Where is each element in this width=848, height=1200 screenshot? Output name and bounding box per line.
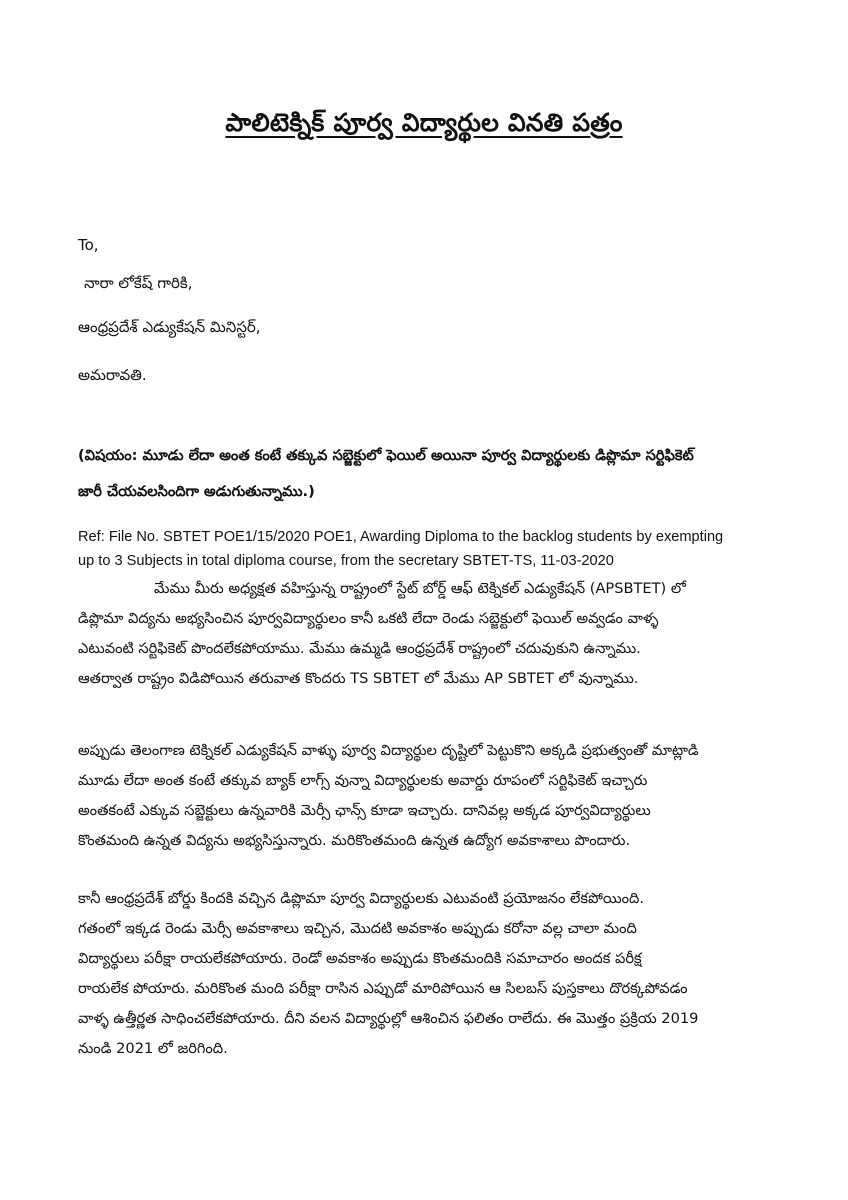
paragraph-line: మూడు లేదా అంత కంటే తక్కువ బ్యాక్ లాగ్స్ వున్నా విద్యార్థులకు అవార్డు రూపంలో సర్టిఫికెట్ ఇచ్చారు xyxy=(78,772,648,789)
paragraph-line: కొంతమంది ఉన్నత విద్యను అభ్యసిస్తున్నారు. మరికొంతమంది ఉన్నత ఉద్యోగ అవకాశాలు పొందారు. xyxy=(78,832,631,849)
paragraph-line: కానీ ఆంధ్రప్రదేశ్ బోర్డు కిందకి వచ్చిన డిప్లొమా పూర్వ విద్యార్థులకు ఎటువంటి ప్రయోజనం లేకపోయింది. xyxy=(78,890,644,907)
paragraph-line: డిప్లొమా విద్యను అభ్యసించిన పూర్వవిద్యార్థులం కానీ ఒకటి లేదా రెండు సబ్జెక్టులో ఫెయిల్ అవ్వడం వాళ్ళ xyxy=(78,610,659,627)
subject-line: జారీ చేయవలసిందిగా అడుగుతున్నాము.) xyxy=(78,483,315,500)
subject-line: (విషయం: మూడు లేదా అంత కంటే తక్కువ సబ్జెక్టులో ఫెయిల్ అయినా పూర్వ విద్యార్థులకు డిప్లొమా సర్టిఫికెట్ xyxy=(78,447,694,464)
paragraph-line: ఆతర్వాత రాష్ట్రం విడిపోయిన తరువాత కొందరు TS SBTET లో మేము AP SBTET లో వున్నాము. xyxy=(78,670,639,687)
paragraph-line: ఎటువంటి సర్టిఫికెట్ పొందలేకపోయాము. మేము ఉమ్మడి ఆంధ్రప్రదేశ్ రాష్ట్రంలో చదువుకుని ఉన్నాము. xyxy=(78,640,641,657)
reference-block xyxy=(78,525,778,573)
recipient-place: అమరావతి. xyxy=(78,366,147,384)
recipient-name: నారా లోకేష్ గారికి, xyxy=(84,274,193,292)
recipient-designation: ఆంధ్రప్రదేశ్ ఎడ్యుకేషన్ మినిస్టర్, xyxy=(78,318,261,336)
paragraph-line: గతంలో ఇక్కడ రెండు మెర్సీ అవకాశాలు ఇచ్చిన, మొదటి అవకాశం అప్పుడు కరోనా వల్ల చాలా మంది xyxy=(78,920,637,937)
paragraph-line: రాయలేక పోయారు. మరికొంత మంది పరీక్షా రాసిన ఎప్పుడో మారిపోయిన ఆ సిలబస్ పుస్తకాలు దొరక్కపోవడం xyxy=(78,980,688,997)
body-paragraph-3 xyxy=(78,884,778,1064)
salutation-to: To, xyxy=(78,236,99,254)
paragraph-line: అంతకంటే ఎక్కువ సబ్జెక్టులు ఉన్నవారికి మెర్సీ ఛాన్స్ కూడా ఇచ్చారు. దానివల్ల అక్కడ పూర్వవిద్యార్థులు xyxy=(78,802,651,819)
body-paragraph-1 xyxy=(78,574,778,694)
reference-line: Ref: File No. SBTET POE1/15/2020 POE1, Awarding Diploma to the backlog students by exempting xyxy=(78,529,724,545)
reference-line: up to 3 Subjects in total diploma course, from the secretary SBTET-TS, 11-03-2020 xyxy=(78,553,614,569)
paragraph-line: నుండి 2021 లో జరిగింది. xyxy=(78,1040,228,1057)
paragraph-line: విద్యార్థులు పరీక్షా రాయలేకపోయారు. రెండో అవకాశం అప్పుడు కొంతమందికి సమాచారం అందక పరీక్ష xyxy=(78,950,642,967)
paragraph-line: మేము మీరు అధ్యక్షత వహిస్తున్న రాష్ట్రంలో స్టేట్ బోర్డ్ ఆఫ్ టెక్నికల్ ఎడ్యుకేషన్ (APSBTET) లో xyxy=(154,580,686,597)
letter-title: పాలిటెక్నిక్ పూర్వ విద్యార్థుల వినతి పత్రం xyxy=(225,108,623,137)
paragraph-line: అప్పుడు తెలంగాణ టెక్నికల్ ఎడ్యుకేషన్ వాళ్ళు పూర్వ విద్యార్థుల దృష్టిలో పెట్టుకొని అక్కడి ప్రభుత్వంతో మాట్లాడి xyxy=(78,742,699,759)
subject-block xyxy=(78,438,778,510)
paragraph-line: వాళ్ళ ఉత్తీర్ణత సాధించలేకపోయారు. దీని వలన విద్యార్థుల్లో ఆశించిన ఫలితం రాలేదు. ఈ మొత్తం ప్రక్రియ 2019 xyxy=(78,1010,699,1027)
body-paragraph-2 xyxy=(78,736,778,856)
